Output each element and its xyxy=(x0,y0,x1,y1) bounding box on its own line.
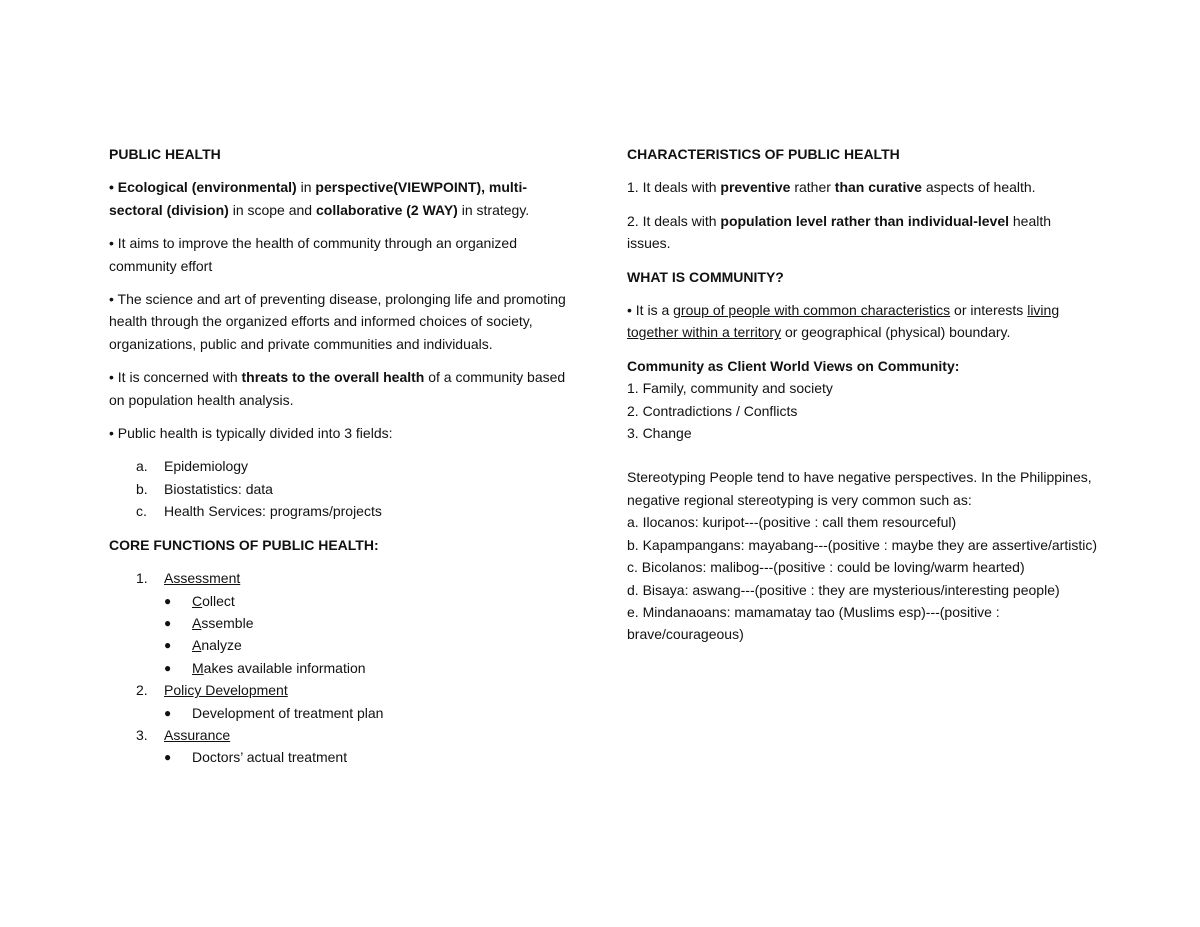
population-level-bold: population level rather than individual-level xyxy=(720,212,1009,229)
bullet-dot: ● xyxy=(164,615,172,630)
client-heading: Community as Client World Views on Community: xyxy=(627,357,960,374)
list-item xyxy=(164,657,579,679)
list-item xyxy=(109,679,579,724)
list-marker: 2. xyxy=(136,682,148,699)
list-marker: c. xyxy=(136,503,147,520)
item-text: ollect xyxy=(202,592,235,609)
bullet-dot: ● xyxy=(164,638,172,653)
stereotype-kapampangans: b. Kapampangans: mayabang---(positive : maybe they are assertive/artistic) xyxy=(627,536,1097,553)
initial-letter: A xyxy=(192,637,202,654)
char1-text-1: 1. It deals with xyxy=(627,179,721,196)
def-text-1: • It is a xyxy=(627,302,674,319)
char1-text-2: rather xyxy=(790,179,835,196)
policy-sublist xyxy=(164,702,579,724)
initial-letter: A xyxy=(192,614,202,631)
list-item xyxy=(164,590,579,612)
item-text: Development of treatment plan xyxy=(192,704,384,721)
curative-bold: than curative xyxy=(834,179,922,196)
def-text-2: or interests xyxy=(950,302,1028,319)
perspective-bold: perspective(VIEWPOINT), multi-sectoral (division) xyxy=(109,179,527,218)
field-biostatistics: Biostatistics: data xyxy=(164,480,273,497)
item-text: ssemble xyxy=(201,614,254,631)
science-art-bullet: • The science and art of preventing disease, prolonging life and promoting health through the organized efforts and informed choices of society, organizations, public and private communities and individuals. xyxy=(109,291,566,352)
item-text: akes available information xyxy=(203,659,366,676)
policy-development-label: Policy Development xyxy=(164,682,288,699)
fields-list xyxy=(109,455,579,522)
list-marker: 3. xyxy=(136,726,148,743)
stereotyping-intro: Stereotyping People tend to have negative perspectives. In the Philippines, negative regional stereotyping is very common such as: xyxy=(627,469,1092,508)
assessment-label: Assessment xyxy=(164,570,241,587)
list-item xyxy=(109,567,579,679)
initial-letter: C xyxy=(192,592,203,609)
left-column xyxy=(109,143,579,769)
item-text: nalyze xyxy=(201,637,242,654)
ecological-text-1: in xyxy=(296,179,316,196)
bullet-dot: ● xyxy=(164,593,172,608)
spacer xyxy=(627,444,1097,466)
stereotype-bicolanos: c. Bicolanos: malibog---(positive : could be loving/warm hearted) xyxy=(627,559,1025,576)
char2-text-1: 2. It deals with xyxy=(627,212,721,229)
client-item-3: 3. Change xyxy=(627,425,692,442)
bullet-dot: ● xyxy=(164,750,172,765)
list-item xyxy=(109,500,579,522)
characteristics-heading: CHARACTERISTICS OF PUBLIC HEALTH xyxy=(627,146,900,162)
ecological-text-3: in strategy. xyxy=(457,201,530,218)
list-item xyxy=(164,746,579,768)
assessment-sublist xyxy=(164,590,579,680)
ecological-bullet xyxy=(109,176,579,221)
stereotype-bisaya: d. Bisaya: aswang---(positive : they are mysterious/interesting people) xyxy=(627,581,1060,598)
field-health-services: Health Services: programs/projects xyxy=(164,503,382,520)
list-item xyxy=(164,612,579,634)
fields-bullet: • Public health is typically divided into 3 fields: xyxy=(109,425,393,442)
list-item xyxy=(109,724,579,769)
assurance-label: Assurance xyxy=(164,726,231,743)
list-marker: 1. xyxy=(136,570,148,587)
aims-bullet: • It aims to improve the health of community through an organized community effort xyxy=(109,235,518,274)
list-item xyxy=(164,702,579,724)
initial-letter: M xyxy=(192,659,204,676)
def-text-3: or geographical (physical) boundary. xyxy=(781,324,1011,341)
client-item-2: 2. Contradictions / Conflicts xyxy=(627,402,798,419)
threats-bullet xyxy=(109,366,579,411)
list-item xyxy=(164,634,579,656)
stereotype-mindanaoans: e. Mindanaoans: mamamatay tao (Muslims esp)---(positive : brave/courageous) xyxy=(627,603,1000,643)
characteristic-1 xyxy=(627,176,1097,198)
core-functions-heading: CORE FUNCTIONS OF PUBLIC HEALTH: xyxy=(109,536,379,553)
public-health-heading: PUBLIC HEALTH xyxy=(109,146,221,162)
def-underline-1: group of people with common characteristics xyxy=(673,302,951,319)
stereotype-ilocanos: a. Ilocanos: kuripot---(positive : call them resourceful) xyxy=(627,514,957,531)
collaborative-bold: collaborative (2 WAY) xyxy=(315,201,458,218)
community-definition xyxy=(627,299,1097,344)
preventive-bold: preventive xyxy=(720,179,791,196)
bullet-dot: ● xyxy=(164,705,172,720)
field-epidemiology: Epidemiology xyxy=(164,458,249,475)
list-item xyxy=(109,455,579,477)
list-marker: a. xyxy=(136,458,148,475)
def-underline-2: living together within a territory xyxy=(627,302,1060,341)
bullet-dot: ● xyxy=(164,660,172,675)
list-marker: b. xyxy=(136,480,148,497)
assurance-sublist xyxy=(164,746,579,768)
client-item-1: 1. Family, community and society xyxy=(627,380,833,397)
ecological-text-2: in scope and xyxy=(228,201,316,218)
ecological-bold: • Ecological (environmental) xyxy=(109,179,297,196)
char1-text-3: aspects of health. xyxy=(921,179,1036,196)
characteristic-2 xyxy=(627,210,1097,255)
community-heading: WHAT IS COMMUNITY? xyxy=(627,268,784,285)
list-item xyxy=(109,478,579,500)
char2-text-2: health issues. xyxy=(627,212,1052,252)
right-column xyxy=(627,143,1097,646)
threats-text-1: • It is concerned with xyxy=(109,369,242,386)
threats-text-2: of a community based on population health analysis. xyxy=(109,369,566,408)
threats-bold: threats to the overall health xyxy=(241,369,425,386)
core-functions-list xyxy=(109,567,579,769)
item-text: Doctors’ actual treatment xyxy=(192,749,348,766)
